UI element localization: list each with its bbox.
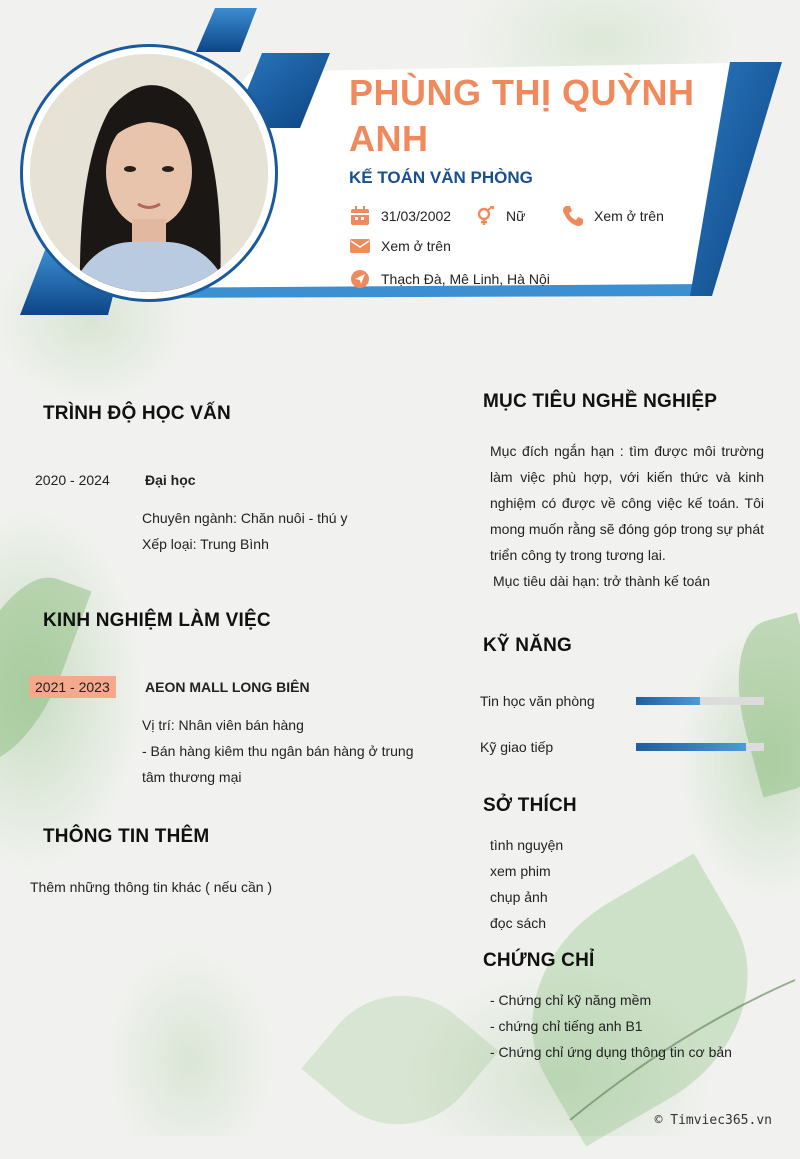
- skill-bar-track: [636, 743, 764, 751]
- envelope-icon: [349, 235, 371, 257]
- experience-company: AEON MALL LONG BIÊN: [145, 679, 310, 695]
- certificate-item: - Chứng chỉ kỹ năng mềm: [490, 992, 652, 1008]
- birthdate-text: 31/03/2002: [381, 208, 452, 224]
- experience-desc-line1: - Bán hàng kiêm thu ngân bán hàng ở trung: [142, 743, 414, 759]
- certificates-heading: CHỨNG CHỈ: [483, 950, 595, 971]
- experience-heading: KINH NGHIỆM LÀM VIỆC: [43, 610, 271, 631]
- email-text: Xem ở trên: [381, 238, 451, 254]
- education-level: Đại học: [145, 472, 196, 488]
- phone-icon: [562, 205, 584, 227]
- phone-info: [562, 205, 664, 227]
- avatar: [30, 54, 268, 292]
- skill-bar-fill: [636, 743, 746, 751]
- education-period: 2020 - 2024: [35, 472, 110, 488]
- hobby-item: chụp ảnh: [490, 889, 548, 905]
- objective-long-term: Mục tiêu dài hạn: trở thành kế toán: [493, 573, 710, 589]
- calendar-icon: [349, 205, 371, 227]
- hobby-item: đọc sách: [490, 915, 547, 931]
- hobby-item: tình nguyện: [490, 837, 564, 853]
- phone-text: Xem ở trên: [594, 208, 664, 224]
- experience-period-label: 2021 - 2023: [29, 676, 116, 698]
- footer-watermark: © Timviec365.vn: [654, 1113, 772, 1128]
- candidate-name: PHÙNG THỊ QUỲNH ANH: [349, 72, 695, 159]
- education-grade: Xếp loại: Trung Bình: [142, 536, 269, 552]
- experience-period: [29, 674, 116, 700]
- education-heading: TRÌNH ĐỘ HỌC VẤN: [43, 403, 231, 424]
- email-info: [349, 235, 451, 257]
- skills-heading: KỸ NĂNG: [483, 635, 573, 656]
- skill-bar-track: [636, 697, 764, 705]
- experience-desc-line2: tâm thương mại: [142, 769, 242, 785]
- address-text: Thạch Đà, Mê Linh, Hà Nội: [381, 271, 550, 287]
- gender-info: [474, 205, 525, 227]
- skill-label: Tin học văn phòng: [480, 693, 595, 709]
- location-arrow-icon: [349, 268, 371, 290]
- address-info: [349, 268, 550, 290]
- certificate-item: - chứng chỉ tiếng anh B1: [490, 1018, 643, 1034]
- education-major: Chuyên ngành: Chăn nuôi - thú y: [142, 510, 348, 526]
- birthdate-info: [349, 205, 451, 227]
- skill-label: Kỹ giao tiếp: [480, 739, 554, 755]
- gender-text: Nữ: [506, 208, 526, 224]
- hobby-item: xem phim: [490, 863, 551, 879]
- experience-position: Vị trí: Nhân viên bán hàng: [142, 717, 304, 733]
- gender-icon: [474, 205, 496, 227]
- objective-heading: MỤC TIÊU NGHỀ NGHIỆP: [483, 391, 718, 412]
- skill-bar-fill: [636, 697, 700, 705]
- job-title: KẾ TOÁN VĂN PHÒNG: [349, 168, 533, 187]
- certificate-item: - Chứng chỉ ứng dụng thông tin cơ bản: [490, 1044, 732, 1060]
- objective-short-term: Mục đích ngắn hạn : tìm được môi trường làm việc phù hợp, với kiến thức và kinh nghiệm có được về công việc kế toán. Tôi mong muốn rằng sẽ đóng góp trong sự phát triển công ty trong tương lai.: [490, 443, 764, 563]
- extra-text: Thêm những thông tin khác ( nếu cần ): [30, 879, 273, 895]
- extra-heading: THÔNG TIN THÊM: [43, 826, 210, 847]
- hobbies-heading: SỞ THÍCH: [483, 795, 577, 816]
